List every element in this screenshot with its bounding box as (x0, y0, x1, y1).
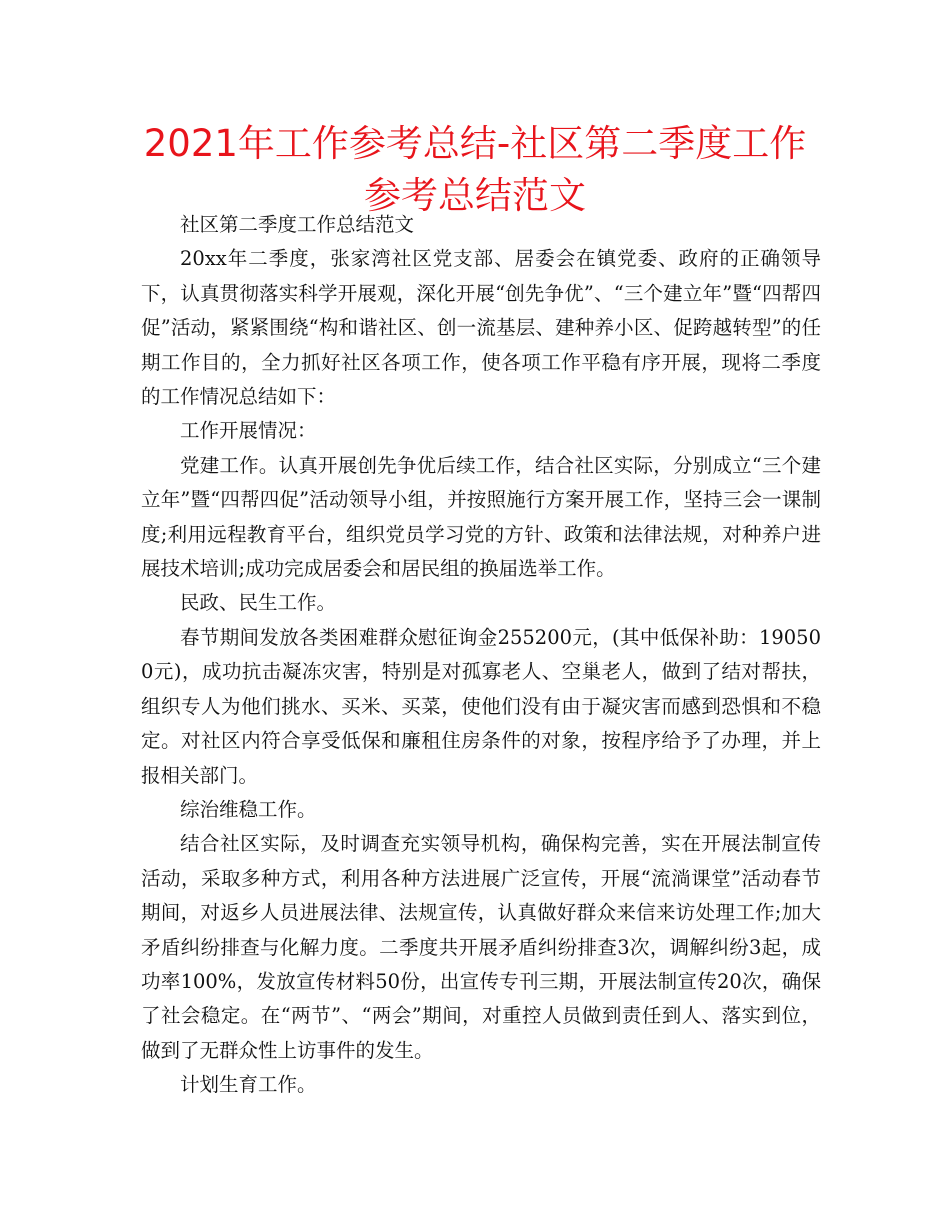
paragraph-party-building: 党建工作。认真开展创先争优后续工作，结合社区实际，分别成立“三个建立年”暨“四帮四促”活动领导小组，并按照施行方案开展工作，坚持三会一课制度;利用远程教育平台，组织党员学习党的方针、政策和法律法规，对种养户进展技术培训;成功完成居委会和居民组的换届选举工作。 (141, 453, 821, 581)
paragraph-heading-work: 工作开展情况： (180, 419, 317, 443)
document-body (141, 208, 821, 1103)
document-title: 2021年工作参考总结-社区第二季度工作参考总结范文 (143, 122, 807, 217)
paragraph-heading-family-planning: 计划生育工作。 (180, 1073, 317, 1097)
paragraph-stability: 结合社区实际，及时调查充实领导机构，确保构完善，实在开展法制宣传活动，采取多种方式，利用各种方法进展广泛宣传，开展“流淌课堂”活动春节期间，对返乡人员进展法律、法规宣传，认真做好群众来信来访处理工作;加大矛盾纠纷排查与化解力度。二季度共开展矛盾纠纷排查3次，调解纠纷3起，成功率100%，发放宣传材料50份，出宣传专刊三期，开展法制宣传20次，确保了社会稳定。在“两节”、“两会”期间，对重控人员做到责任到人、落实到位，做到了无群众性上访事件的发生。 (141, 832, 821, 1062)
paragraph-intro: 20xx年二季度，张家湾社区党支部、居委会在镇党委、政府的正确领导下，认真贯彻落实科学开展观，深化开展“创先争优”、“三个建立年”暨“四帮四促”活动，紧紧围绕“构和谐社区、创一流基层、建种养小区、促跨越转型”的任期工作目的，全力抓好社区各项工作，使各项工作平稳有序开展，现将二季度的工作情况总结如下： (141, 247, 821, 409)
paragraph-subtitle: 社区第二季度工作总结范文 (180, 213, 415, 236)
paragraph-heading-stability: 综治维稳工作。 (180, 797, 317, 821)
paragraph-civil-affairs: 春节期间发放各类困难群众慰征询金255200元，(其中低保补助：190500元)，成功抗击凝冻灾害，特别是对孤寡老人、空巢老人，做到了结对帮扶，组织专人为他们挑水、买米、买菜，使他们没有由于凝灾害而感到恐惧和不稳定。对社区内符合享受低保和廉租住房条件的对象，按程序给予了办理，并上报相关部门。 (141, 625, 821, 787)
paragraph-heading-civil: 民政、民生工作。 (180, 591, 337, 615)
